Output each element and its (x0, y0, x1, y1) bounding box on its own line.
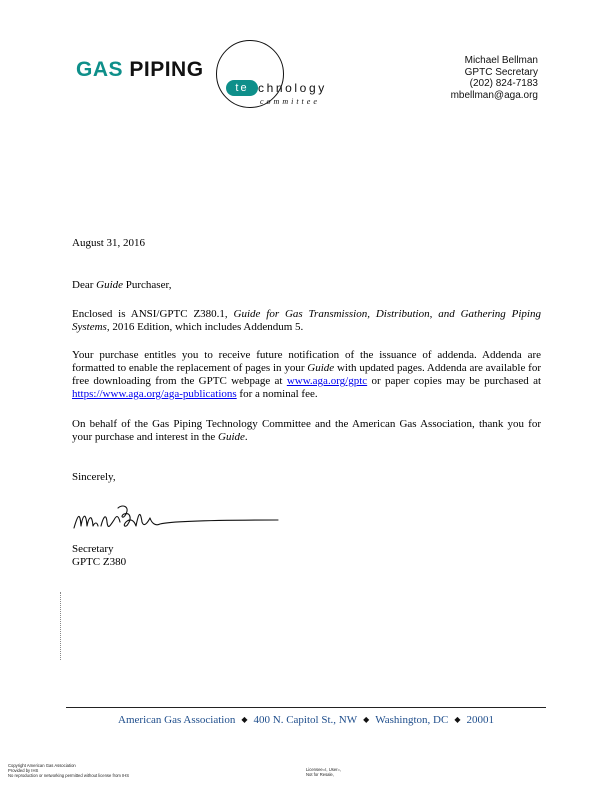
copyright-line-1: Copyright American Gas Association (8, 763, 76, 768)
contact-block (451, 55, 538, 101)
paragraph-addenda (72, 349, 541, 401)
footer-org: American Gas Association (118, 714, 236, 726)
logo-chnology: chnology (258, 81, 327, 95)
p2-c: or paper copies may be purchased at (367, 375, 542, 387)
aga-publications-link[interactable]: https://www.aga.org/aga-publications (72, 388, 237, 400)
p1-post: , 2016 Edition, which includes Addendum 5. (106, 321, 304, 333)
paragraph-thanks (72, 418, 541, 444)
p1-guide-title: Guide for Gas Transmission, Distribution, and Gathering Piping Systems (72, 308, 541, 333)
copyright-line-3: No reproduction or networking permitted without license from IHS (8, 773, 130, 778)
p2-guide: Guide (307, 362, 335, 374)
p2-d: for a nominal fee. (236, 388, 318, 400)
footer-city: Washington, DC (375, 714, 449, 726)
copyright-notice (8, 763, 129, 778)
gptc-logo (60, 28, 360, 118)
salutation (72, 279, 541, 292)
p1-pre: Enclosed is ANSI/GPTC Z380.1, (72, 308, 234, 320)
footer-divider (66, 707, 546, 708)
logo-te-badge: te (226, 80, 258, 96)
signature-image (68, 500, 283, 540)
logo-piping: PIPING (129, 58, 204, 81)
license-line-1: Licensee=I, User=, (306, 767, 342, 772)
contact-name: Michael Bellman (464, 55, 538, 66)
p3-guide: Guide (218, 431, 245, 443)
contact-title: GPTC Secretary (464, 66, 538, 78)
p2-a: Your purchase entitles you to receive future notification of the issuance of addenda. Addenda are formatted to enable the replacement of pages in your (72, 349, 541, 374)
signer-org: GPTC Z380 (72, 556, 127, 568)
closing: Sincerely, (72, 471, 116, 483)
license-line-2: Not for Resale, (306, 772, 334, 777)
copyright-line-2: Provided by IHS (8, 768, 39, 773)
contact-phone: (202) 824-7183 (469, 78, 538, 89)
salutation-guide: Guide (96, 279, 124, 291)
salutation-pre: Dear (72, 279, 97, 291)
logo-committee: committee (260, 97, 320, 106)
footer-address (66, 714, 546, 726)
salutation-post: Purchaser, (123, 279, 172, 291)
footer-street: 400 N. Capitol St., NW (253, 714, 358, 726)
p3-a: On behalf of the Gas Piping Technology Committee and the American Gas Association, thank you for your purchase and interest in the (72, 418, 541, 443)
p2-b: with updated pages. Addenda are available for free downloading from the GPTC webpage at (72, 362, 541, 387)
contact-email: mbellman@aga.org (450, 89, 538, 101)
p3-b: . (244, 431, 248, 443)
margin-mark (60, 592, 65, 660)
logo-gas: GAS (76, 58, 124, 81)
license-notice (306, 767, 341, 777)
diamond-icon: ◆ (363, 715, 370, 724)
gptc-webpage-link[interactable]: www.aga.org/gptc (286, 375, 368, 387)
letter-date: August 31, 2016 (72, 237, 146, 249)
signer-title: Secretary (72, 543, 114, 555)
paragraph-enclosed (72, 308, 541, 334)
footer-zip: 20001 (466, 714, 494, 726)
logo-wordmark (76, 58, 204, 82)
diamond-icon: ◆ (454, 715, 461, 724)
diamond-icon: ◆ (241, 715, 248, 724)
